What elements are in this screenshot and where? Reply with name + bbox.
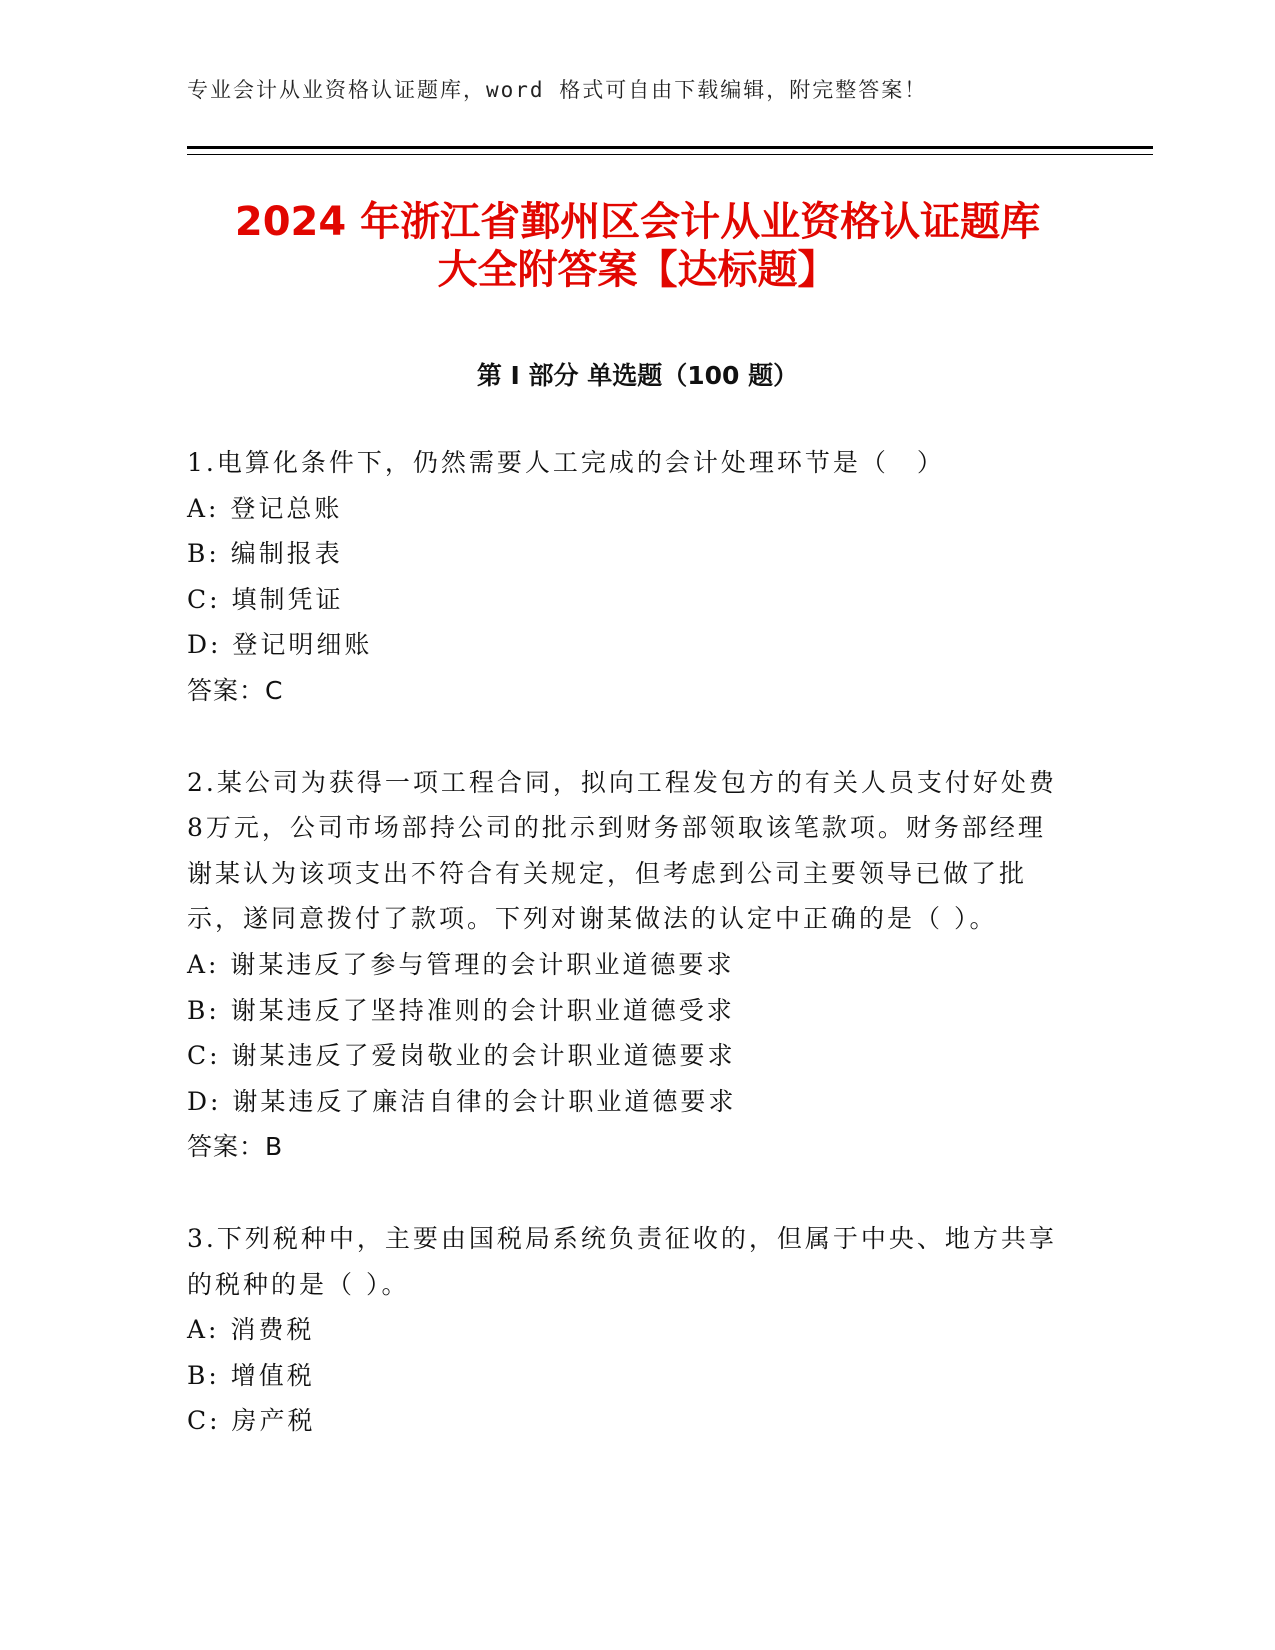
option-a: A: 谢某违反了参与管理的会计职业道德要求 [187,949,735,979]
section-title: 第 I 部分 单选题（100 题） [476,361,799,390]
document-title-line-2: 大全附答案【达标题】 [437,247,838,293]
option-d: D: 谢某违反了廉洁自律的会计职业道德要求 [187,1086,737,1116]
question-item [187,1216,1067,1444]
header-divider-thin [187,154,1153,155]
header-divider-thick [187,146,1153,149]
option-b: B: 增值税 [187,1360,315,1390]
answer-label: 答案：C [187,675,284,705]
document-title-line-1: 2024 年浙江省鄞州区会计从业资格认证题库 [234,199,1041,245]
document-title [150,198,1125,294]
option-a: A: 登记总账 [187,493,343,523]
answer-label: 答案：B [187,1132,284,1162]
question-item [187,440,1067,714]
question-item [187,760,1067,1170]
question-stem: 2.某公司为获得一项工程合同，拟向工程发包方的有关人员支付好处费8万元，公司市场部持公司的批示到财务部领取该笔款项。财务部经理谢某认为该项支出不符合有关规定，但考虑到公司主要领导已做了批示，遂同意拨付了款项。下列对谢某做法的认定中正确的是（ ）。 [187,767,1057,934]
option-d: D: 登记明细账 [187,630,373,660]
option-a: A: 消费税 [187,1315,315,1345]
page-header: 专业会计从业资格认证题库，word 格式可自由下载编辑，附完整答案！ [187,78,928,102]
option-b: B: 谢某违反了坚持准则的会计职业道德受求 [187,995,735,1025]
question-stem: 1.电算化条件下，仍然需要人工完成的会计处理环节是（ ） [187,448,945,477]
question-stem: 3.下列税种中，主要由国税局系统负责征收的，但属于中央、地方共享的税种的是（ ）。 [187,1223,1057,1299]
option-c: C: 填制凭证 [187,584,344,614]
option-c: C: 谢某违反了爱岗敬业的会计职业道德要求 [187,1041,736,1071]
option-b: B: 编制报表 [187,539,343,569]
question-list [187,440,1067,1490]
option-c: C: 房产税 [187,1406,316,1436]
